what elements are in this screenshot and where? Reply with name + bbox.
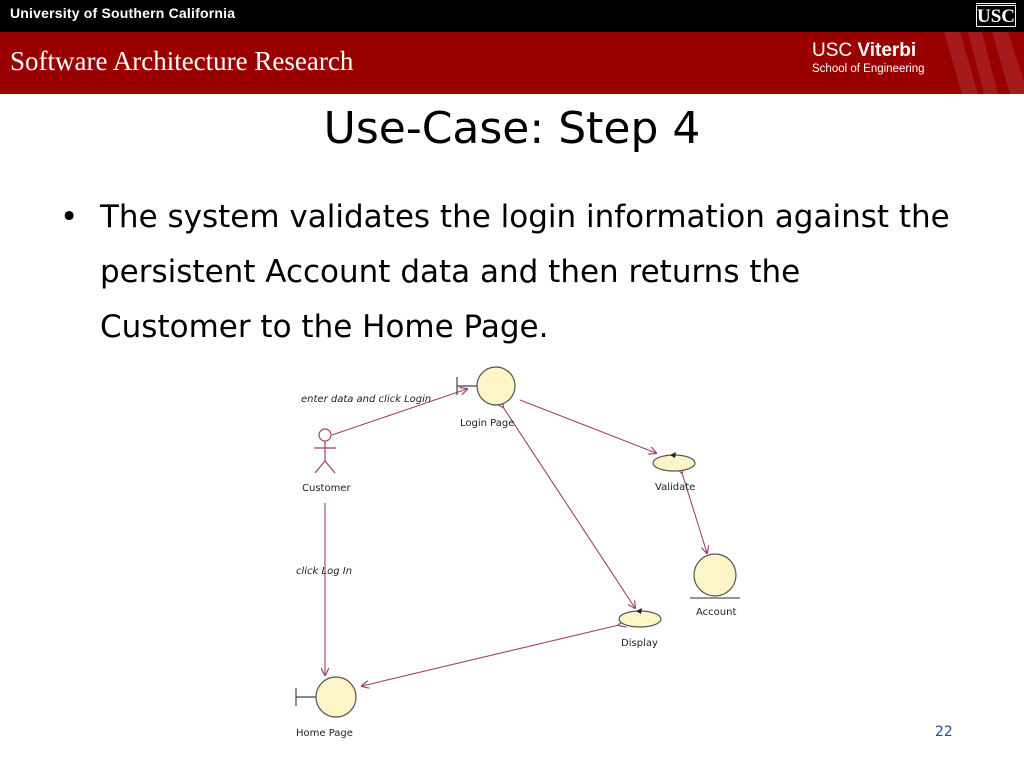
customer-actor-icon [314, 429, 336, 473]
usc-logo: USC [976, 3, 1016, 27]
collaboration-diagram [270, 355, 770, 745]
slide-title: Use-Case: Step 4 [323, 103, 701, 154]
university-top-bar [0, 0, 1024, 32]
bullet-point-icon: • [60, 199, 79, 235]
viterbi-text: Viterbi [857, 40, 917, 61]
display-label: Display [621, 638, 658, 649]
university-name: University of Southern California [10, 5, 236, 21]
validate-label: Validate [655, 482, 696, 493]
home-page-boundary-icon [296, 677, 356, 717]
customer-label: Customer [302, 483, 351, 494]
message-enter-login: enter data and click Login [301, 394, 432, 405]
banner-decoration-icon [938, 32, 1024, 94]
school-of-engineering-text: School of Engineering [812, 63, 925, 75]
account-label: Account [696, 607, 737, 618]
account-entity-icon [690, 554, 740, 598]
page-number: 22 [935, 724, 953, 740]
header-banner [0, 32, 1024, 94]
display-control-icon [619, 608, 661, 627]
link-display-home [362, 625, 619, 686]
viterbi-usc-text: USC [812, 40, 858, 61]
viterbi-logo [812, 40, 925, 76]
bullet-text: The system validates the login information against the persistent Account data and then returns the Customer to the Home Page. [100, 199, 950, 345]
home-page-label: Home Page [296, 728, 353, 739]
message-click-login: click Log In [296, 566, 353, 577]
validate-control-icon [653, 452, 695, 471]
link-login-validate [520, 400, 656, 453]
login-page-boundary-icon [457, 367, 515, 405]
login-page-label: Login Page [460, 418, 515, 429]
banner-title: Software Architecture Research [10, 46, 354, 76]
